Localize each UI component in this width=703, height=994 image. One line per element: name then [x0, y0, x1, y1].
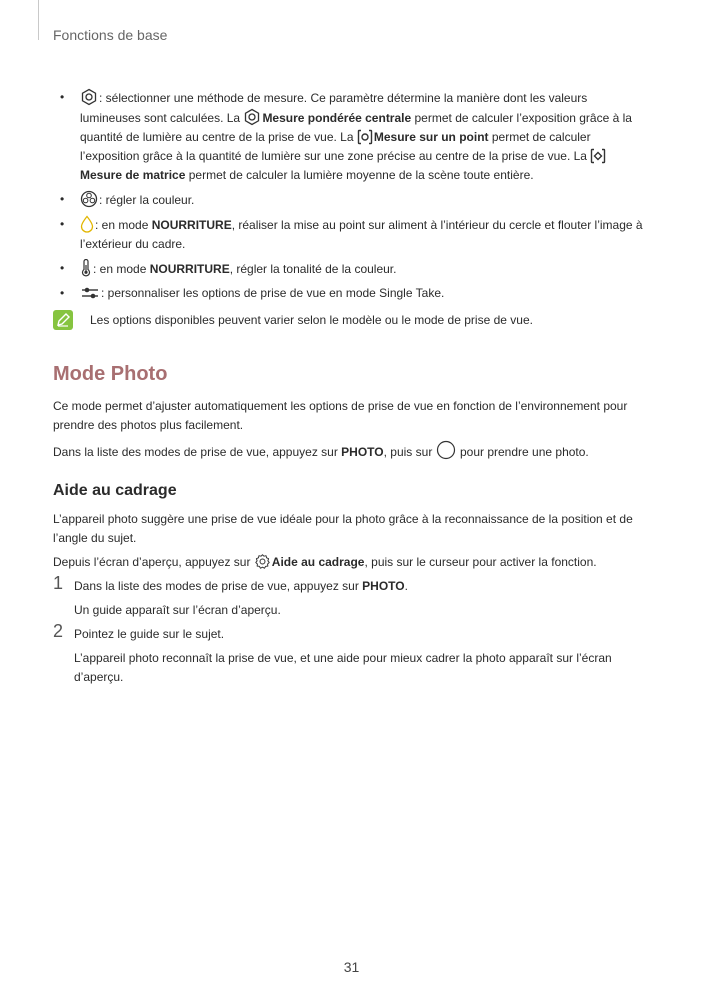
tone-text: , régler la tonalité de la couleur.: [229, 262, 397, 276]
photo-mode-label: PHOTO: [362, 579, 405, 593]
bullet-tone: [53, 259, 648, 279]
text: Dans la liste des modes de prise de vue, appuyez sur: [53, 445, 342, 459]
photo-mode-label: PHOTO: [341, 445, 384, 459]
aide-cadrage-label: Aide au cadrage: [271, 555, 365, 569]
spot-metering-icon: [357, 129, 373, 145]
metering-icon: [80, 88, 98, 106]
options-text: : personnaliser les options de prise de vue en mode Single Take.: [101, 286, 445, 300]
text: , puis sur: [383, 445, 436, 459]
paragraph: [53, 553, 648, 572]
bullet-options: [53, 284, 648, 303]
metering-text: permet de calculer la lumière moyenne de la scène toute entière.: [185, 168, 534, 182]
bullet-dot: •: [60, 261, 65, 275]
metering-text: : sélectionner une méthode de mesure. Ce paramètre détermine la manière dont les valeurs lumineuses sont calculées. La: [80, 91, 588, 125]
color-tune-icon: [80, 190, 98, 208]
sliders-icon: [80, 285, 100, 301]
step-subtext: Un guide apparaît sur l’écran d’aperçu.: [74, 603, 281, 617]
step-number: 2: [53, 621, 64, 641]
text: , puis sur le curseur pour activer la fonction.: [364, 555, 597, 569]
paragraph: L’appareil photo suggère une prise de vue idéale pour la photo grâce à la reconnaissance de la position et de l’angle du sujet.: [53, 512, 633, 545]
step-1: [53, 573, 648, 620]
bullet-dot: •: [60, 217, 65, 231]
thermometer-icon: [80, 259, 92, 277]
focus-text: : en mode: [95, 218, 152, 232]
section-title-mode-photo: Mode Photo: [53, 363, 168, 385]
settings-gear-icon: [254, 553, 271, 570]
step-subtext: L’appareil photo reconnaît la prise de vue, et une aide pour mieux cadrer la photo apparaît sur l’écran d’aperçu.: [74, 651, 612, 684]
bullet-dot: •: [60, 192, 65, 206]
step-text: Pointez le guide sur le sujet.: [74, 627, 225, 641]
paragraph: Ce mode permet d’ajuster automatiquement les options de prise de vue en fonction de l’environnement pour prendre des photos plus facilement.: [53, 399, 628, 432]
focus-text: , réaliser la mise au point sur aliment à l’intérieur du cercle et flouter l’image à l’extérieur du cadre.: [80, 218, 643, 251]
page-number: 31: [343, 959, 360, 975]
matrix-metering-icon: [590, 148, 606, 164]
margin-rule: [38, 0, 39, 40]
step-text: [74, 577, 648, 596]
bullet-metering: [53, 88, 648, 185]
drop-icon: [80, 215, 94, 233]
center-weighted-label: Mesure pondérée centrale: [262, 111, 412, 125]
spot-metering-label: Mesure sur un point: [373, 130, 489, 144]
step-number: 1: [53, 573, 64, 593]
shutter-button-icon: [436, 440, 456, 460]
tone-text: : en mode: [93, 262, 150, 276]
step-2: [53, 621, 648, 687]
bullet-focus: [53, 215, 648, 254]
food-mode-label: NOURRITURE: [149, 262, 230, 276]
metering-text: permet de calculer l’exposition grâce à la quantité de lumière au centre de la prise de vue. La: [80, 111, 632, 144]
text: Depuis l’écran d’aperçu, appuyez sur: [53, 555, 254, 569]
matrix-metering-label: Mesure de matrice: [80, 168, 186, 182]
food-mode-label: NOURRITURE: [151, 218, 232, 232]
bullet-color: [53, 190, 648, 210]
color-text: : régler la couleur.: [99, 193, 195, 207]
text: Dans la liste des modes de prise de vue, appuyez sur: [74, 579, 363, 593]
bullet-dot: •: [60, 286, 65, 300]
note: [53, 311, 648, 330]
page-content: [53, 88, 648, 692]
text: .: [404, 579, 408, 593]
paragraph: [53, 440, 648, 462]
bullet-dot: •: [60, 90, 65, 104]
text: pour prendre une photo.: [456, 445, 589, 459]
subsection-title-aide: Aide au cadrage: [53, 482, 177, 499]
metering-text: permet de calculer l’exposition grâce à la quantité de lumière sur une zone précise au centre de la prise de vue. La: [80, 130, 591, 163]
section-header: Fonctions de base: [53, 27, 168, 43]
center-weighted-icon: [243, 108, 261, 126]
note-pencil-icon: [53, 310, 73, 330]
note-text: Les options disponibles peuvent varier selon le modèle ou le mode de prise de vue.: [90, 313, 533, 327]
